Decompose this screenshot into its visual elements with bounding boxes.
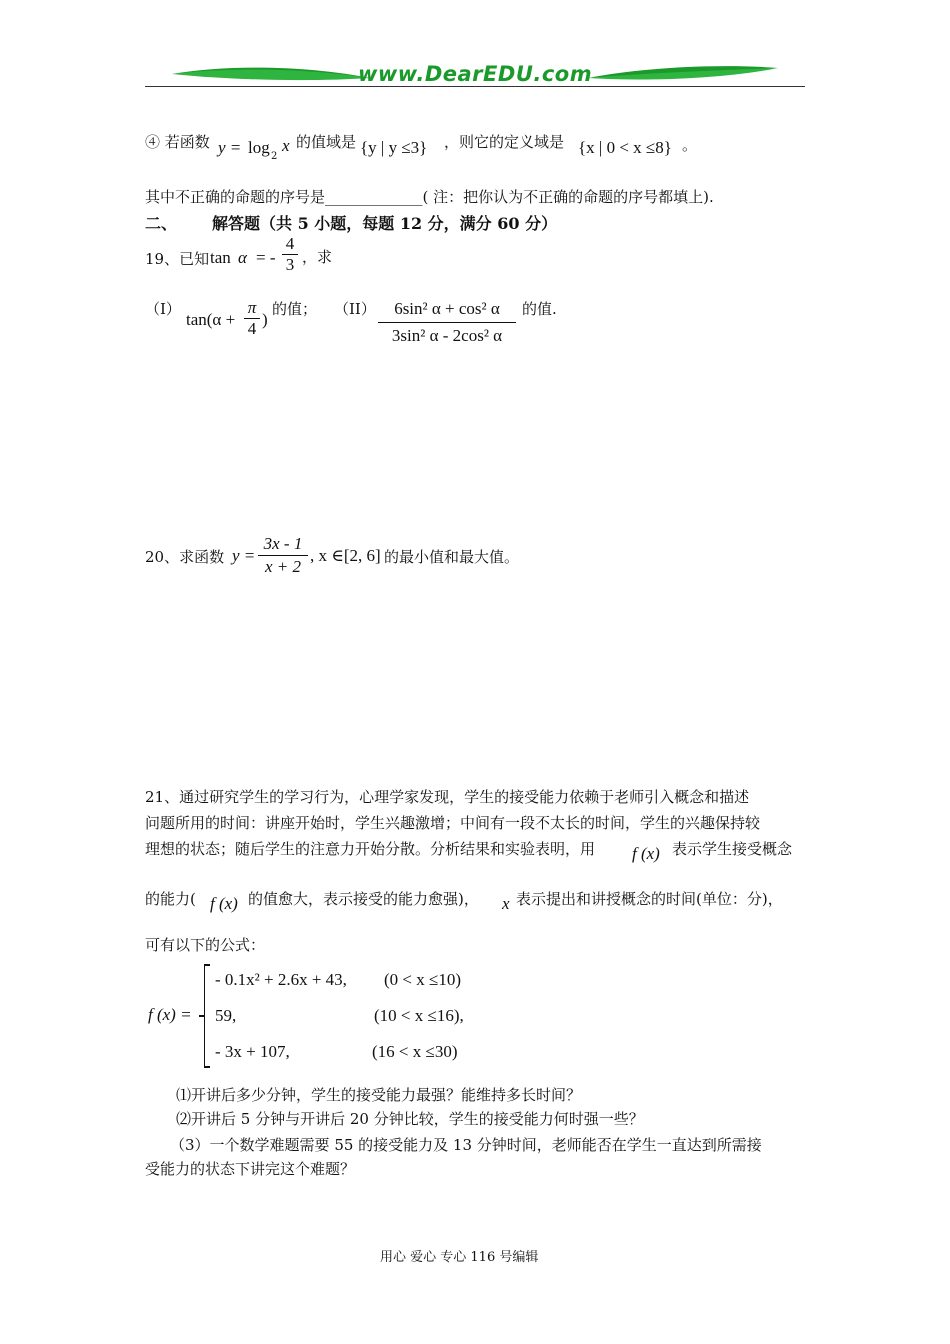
q19-part1-num: π (247, 298, 257, 317)
q19-part2-suffix: 的值. (522, 300, 557, 318)
q21-case-1-expr: - 0.1x² + 2.6x + 43, (215, 970, 347, 989)
q19-part2-den: 3sin² α - 2cos² α (378, 322, 516, 349)
q21-sub1: ⑴开讲后多少分钟，学生的接受能力最强？能维持多长时间？ (176, 1086, 582, 1104)
q21-case-1-cond: (0 < x ≤10) (384, 970, 461, 989)
item-4-prefix: ④ 若函数 (145, 133, 210, 151)
header-rule (145, 86, 805, 87)
item-4-mid: 的值域是 (296, 133, 357, 151)
q19-part1-den: 4 (244, 318, 260, 339)
q21-line2: 问题所用的时间：讲座开始时，学生兴趣激增；中间有一段不太长的时间，学生的兴趣保持较 (145, 814, 761, 832)
q19-den: 3 (282, 254, 298, 275)
q19-fraction (282, 234, 298, 275)
q21-sub2: ⑵开讲后 5 分钟与开讲后 20 分钟比较，学生的接受能力何时强一些？ (176, 1110, 644, 1128)
header-logo-text: www.DearEDU.com (358, 62, 593, 86)
q19-part1-suffix: 的值； (272, 300, 318, 318)
q21-brace-tick-top (204, 964, 210, 966)
section-number: 二、 (145, 214, 178, 233)
q21-case-3-cond: (16 < x ≤30) (372, 1042, 458, 1061)
q19-part2-fraction (378, 296, 516, 349)
q21-brace-tick-bot (204, 1066, 210, 1068)
q21-line3-b: 表示学生接受概念 (672, 840, 793, 858)
q21-line3-a: 理想的状态；随后学生的注意力开始分散。分析结果和实验表明，用 (145, 840, 596, 858)
q19-part2-label: （II） (334, 300, 376, 318)
q21-line4-b: 的值愈大，表示接受的能力愈强)， (248, 890, 479, 908)
q19-part1-tan: tan(α + (186, 310, 236, 329)
footer-text: 用心 爱心 专心 116 号编辑 (380, 1250, 539, 1265)
q19-ask: ，求 (302, 248, 333, 266)
item-4-func-lhs: y = (218, 138, 242, 157)
q19-tan: tan (210, 248, 231, 267)
q21-brace-tick-mid (199, 1015, 205, 1017)
q21-case-2-expr: 59, (215, 1006, 237, 1025)
q20-label: 20、求函数 (145, 548, 225, 566)
q20-fraction (258, 533, 308, 578)
item-4-func-base: 2 (271, 151, 278, 162)
q20-num: 3x - 1 (263, 534, 303, 553)
q21-piece-lhs: f (x) = (148, 1005, 192, 1024)
q21-sub3-line2: 受能力的状态下讲完这个难题？ (145, 1160, 356, 1178)
q21-line5: 可有以下的公式： (145, 936, 266, 954)
fill-line (145, 186, 714, 207)
q19-label: 19、已知 (145, 250, 210, 268)
item-4-func-arg: x (282, 136, 290, 155)
q19-num: 4 (285, 234, 295, 253)
q20-lhs: y = (232, 546, 256, 565)
q21-line4-a: 的能力( (145, 890, 196, 908)
item-4-domain: {x | 0 < x ≤8} (578, 138, 672, 157)
fill-line-blank: _____________ (325, 188, 423, 206)
q21-case-2-cond: (10 < x ≤16), (374, 1006, 464, 1025)
q21-line4-c: 表示提出和讲授概念的时间(单位：分)， (516, 890, 783, 908)
q21-line3-f: f (x) (632, 844, 660, 863)
item-4-range: {y | y ≤3} (360, 138, 428, 157)
q21-line4-f: f (x) (210, 894, 238, 913)
q19-part1-fraction (244, 298, 260, 339)
q19-part1-close: ) (262, 310, 268, 329)
item-4-mid2: ，则它的定义域是 (444, 133, 565, 151)
q21-sub3-line1: （3）一个数学难题需要 55 的接受能力及 13 分钟时间，老师能否在学生一直达到所需接 (170, 1136, 762, 1154)
q20-domain: , x ∈[2, 6] (310, 546, 381, 565)
item-4-func-log: log (248, 138, 270, 157)
fill-line-suffix: ( 注：把你认为不正确的命题的序号都填上). (422, 188, 714, 206)
q21-case-3-expr: - 3x + 107, (215, 1042, 290, 1061)
q19-alpha: α (238, 248, 247, 267)
q20-suffix: 的最小值和最大值。 (384, 548, 520, 566)
fill-line-prefix: 其中不正确的命题的序号是 (145, 188, 326, 206)
q19-part1-label: （I） (145, 300, 181, 318)
q21-line4-x: x (502, 894, 510, 913)
q19-eq: = - (256, 248, 276, 267)
q19-part2-num: 6sin² α + cos² α (394, 299, 500, 318)
section-title: 解答题（共 5 小题，每题 12 分，满分 60 分） (212, 214, 558, 233)
q21-line1: 21、通过研究学生的学习行为，心理学家发现，学生的接受能力依赖于老师引入概念和描述 (145, 788, 750, 806)
item-4-end: 。 (682, 136, 698, 154)
q20-den: x + 2 (258, 555, 308, 578)
